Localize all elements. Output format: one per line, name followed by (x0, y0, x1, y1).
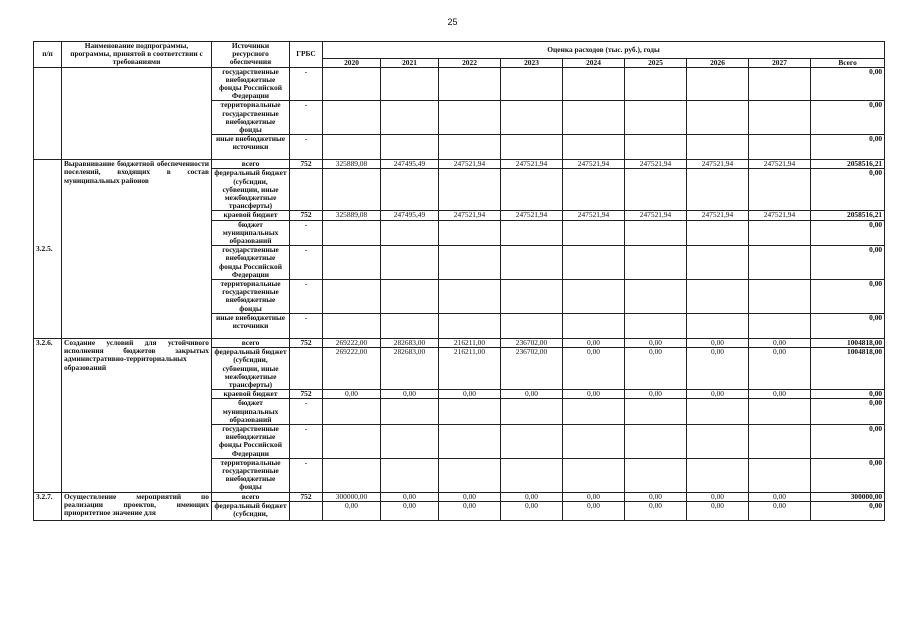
value-cell: 216211,00 (439, 348, 501, 390)
value-cell: 269222,00 (323, 348, 381, 390)
value-cell: 247495,49 (381, 211, 439, 220)
value-cell: 0,00 (501, 501, 563, 520)
source-cell: территориальные государственные внебюджетные фонды (212, 101, 290, 135)
grbs-cell: - (290, 135, 323, 160)
value-cell: 0,00 (563, 501, 625, 520)
value-cell: 0,00 (563, 338, 625, 347)
value-cell: 247521,94 (501, 160, 563, 169)
value-cell: 247521,94 (749, 211, 811, 220)
grbs-cell: - (290, 313, 323, 338)
value-cell: 236702,00 (501, 338, 563, 347)
row-name: Выравнивание бюджетной обеспеченности поселений, входящих в состав муниципальных районов (62, 160, 212, 339)
value-cell: 0,00 (381, 492, 439, 501)
value-cell: 0,00 (501, 492, 563, 501)
value-cell: 247521,94 (749, 160, 811, 169)
value-cell: 0,00 (687, 348, 749, 390)
total-cell: 2058516,21 (811, 211, 885, 220)
total-cell: 0,00 (811, 424, 885, 458)
value-cell: 0,00 (749, 492, 811, 501)
grbs-cell: 752 (290, 492, 323, 501)
value-cell: 282683,00 (381, 338, 439, 347)
value-cell: 0,00 (749, 338, 811, 347)
total-cell: 300000,00 (811, 492, 885, 501)
total-cell: 0,00 (811, 501, 885, 520)
value-cell: 216211,00 (439, 338, 501, 347)
header-year: 2027 (749, 58, 811, 67)
value-cell: 0,00 (687, 338, 749, 347)
value-cell: 247521,94 (625, 211, 687, 220)
grbs-cell: - (290, 399, 323, 425)
source-cell: государственные внебюджетные фонды Российской Федерации (212, 67, 290, 101)
source-cell: краевой бюджет (212, 211, 290, 220)
value-cell: 0,00 (563, 390, 625, 399)
header-year: 2023 (501, 58, 563, 67)
value-cell: 0,00 (749, 390, 811, 399)
source-cell: федеральный бюджет (субсидии, субвенции, иные межбюджетные трансферты) (212, 348, 290, 390)
value-cell: 236702,00 (501, 348, 563, 390)
grbs-cell: - (290, 280, 323, 314)
total-cell: 0,00 (811, 313, 885, 338)
source-cell: всего (212, 338, 290, 347)
row-index: 3.2.7. (34, 492, 62, 520)
value-cell: 0,00 (323, 501, 381, 520)
value-cell: 282683,00 (381, 348, 439, 390)
total-cell: 0,00 (811, 67, 885, 101)
header-year: 2026 (687, 58, 749, 67)
header-year: 2020 (323, 58, 381, 67)
source-cell: иные внебюджетные источники (212, 313, 290, 338)
value-cell: 269222,00 (323, 338, 381, 347)
grbs-cell: 752 (290, 338, 323, 347)
grbs-cell: 752 (290, 211, 323, 220)
grbs-cell: 752 (290, 390, 323, 399)
source-cell: бюджет муниципальных образований (212, 220, 290, 246)
value-cell: 0,00 (439, 501, 501, 520)
page-number: 25 (447, 17, 458, 27)
value-cell: 0,00 (687, 501, 749, 520)
value-cell: 325889,08 (323, 211, 381, 220)
row-name: Осуществление мероприятий по реализации проектов, имеющих приоритетное значение для (62, 492, 212, 520)
source-cell: государственные внебюджетные фонды Российской Федерации (212, 246, 290, 280)
value-cell: 0,00 (323, 390, 381, 399)
value-cell: 247521,94 (687, 160, 749, 169)
header-year-total: Всего (811, 58, 885, 67)
value-cell: 0,00 (749, 501, 811, 520)
value-cell: 0,00 (439, 390, 501, 399)
header-name: Наименование подпрограммы, программы, принятой в соответствии с требованиями (62, 42, 212, 68)
source-cell: территориальные государственные внебюджетные фонды (212, 458, 290, 492)
header-pp: п/п (34, 42, 62, 68)
value-cell: 300000,00 (323, 492, 381, 501)
value-cell: 247521,94 (687, 211, 749, 220)
total-cell: 0,00 (811, 246, 885, 280)
row-name: Создание условий для устойчивого исполнения бюджетов закрытых административно-территориальных образований (62, 338, 212, 492)
table-row (34, 492, 885, 501)
value-cell: 247521,94 (563, 211, 625, 220)
value-cell: 0,00 (439, 492, 501, 501)
header-expense: Оценка расходов (тыс. руб.), годы (323, 42, 885, 59)
source-cell: бюджет муниципальных образований (212, 399, 290, 425)
row-index: 3.2.5. (34, 160, 62, 339)
source-cell: всего (212, 492, 290, 501)
value-cell: 0,00 (749, 348, 811, 390)
source-cell: федеральный бюджет (субсидии, субвенции, иные межбюджетные трансферты) (212, 169, 290, 211)
total-cell: 0,00 (811, 169, 885, 211)
grbs-cell: - (290, 424, 323, 458)
header-grbs: ГРБС (290, 42, 323, 68)
total-cell: 0,00 (811, 101, 885, 135)
value-cell: 247521,94 (563, 160, 625, 169)
value-cell: 247521,94 (501, 211, 563, 220)
value-cell: 0,00 (625, 501, 687, 520)
source-cell: территориальные государственные внебюджетные фонды (212, 280, 290, 314)
header-year: 2022 (439, 58, 501, 67)
total-cell: 0,00 (811, 458, 885, 492)
total-cell: 1004818,00 (811, 338, 885, 347)
header-year: 2021 (381, 58, 439, 67)
source-cell: краевой бюджет (212, 390, 290, 399)
source-cell: государственные внебюджетные фонды Российской Федерации (212, 424, 290, 458)
value-cell: 0,00 (381, 501, 439, 520)
value-cell: 247495,49 (381, 160, 439, 169)
total-cell: 0,00 (811, 135, 885, 160)
header-year: 2025 (625, 58, 687, 67)
grbs-cell: - (290, 101, 323, 135)
value-cell: 0,00 (687, 492, 749, 501)
table-row (34, 160, 885, 169)
header-year: 2024 (563, 58, 625, 67)
grbs-cell: 752 (290, 160, 323, 169)
value-cell: 0,00 (625, 390, 687, 399)
value-cell: 247521,94 (439, 160, 501, 169)
total-cell: 0,00 (811, 280, 885, 314)
value-cell: 0,00 (381, 390, 439, 399)
row-index: 3.2.6. (34, 338, 62, 492)
total-cell: 1004818,00 (811, 348, 885, 390)
value-cell: 0,00 (563, 492, 625, 501)
total-cell: 2058516,21 (811, 160, 885, 169)
value-cell: 0,00 (625, 348, 687, 390)
grbs-cell: - (290, 246, 323, 280)
source-cell: всего (212, 160, 290, 169)
value-cell: 247521,94 (625, 160, 687, 169)
expense-table (33, 41, 885, 521)
header-source: Источники ресурсного обеспечения (212, 42, 290, 68)
value-cell: 247521,94 (439, 211, 501, 220)
total-cell: 0,00 (811, 220, 885, 246)
source-cell: иные внебюджетные источники (212, 135, 290, 160)
value-cell: 0,00 (687, 390, 749, 399)
table-row (34, 338, 885, 347)
value-cell: 325889,08 (323, 160, 381, 169)
value-cell: 0,00 (625, 338, 687, 347)
value-cell: 0,00 (625, 492, 687, 501)
total-cell: 0,00 (811, 390, 885, 399)
source-cell: федеральный бюджет (субсидии, (212, 501, 290, 520)
total-cell: 0,00 (811, 399, 885, 425)
value-cell: 0,00 (501, 390, 563, 399)
grbs-cell: - (290, 67, 323, 101)
grbs-cell: - (290, 458, 323, 492)
value-cell: 0,00 (563, 348, 625, 390)
table-row (34, 67, 885, 101)
grbs-cell: - (290, 220, 323, 246)
